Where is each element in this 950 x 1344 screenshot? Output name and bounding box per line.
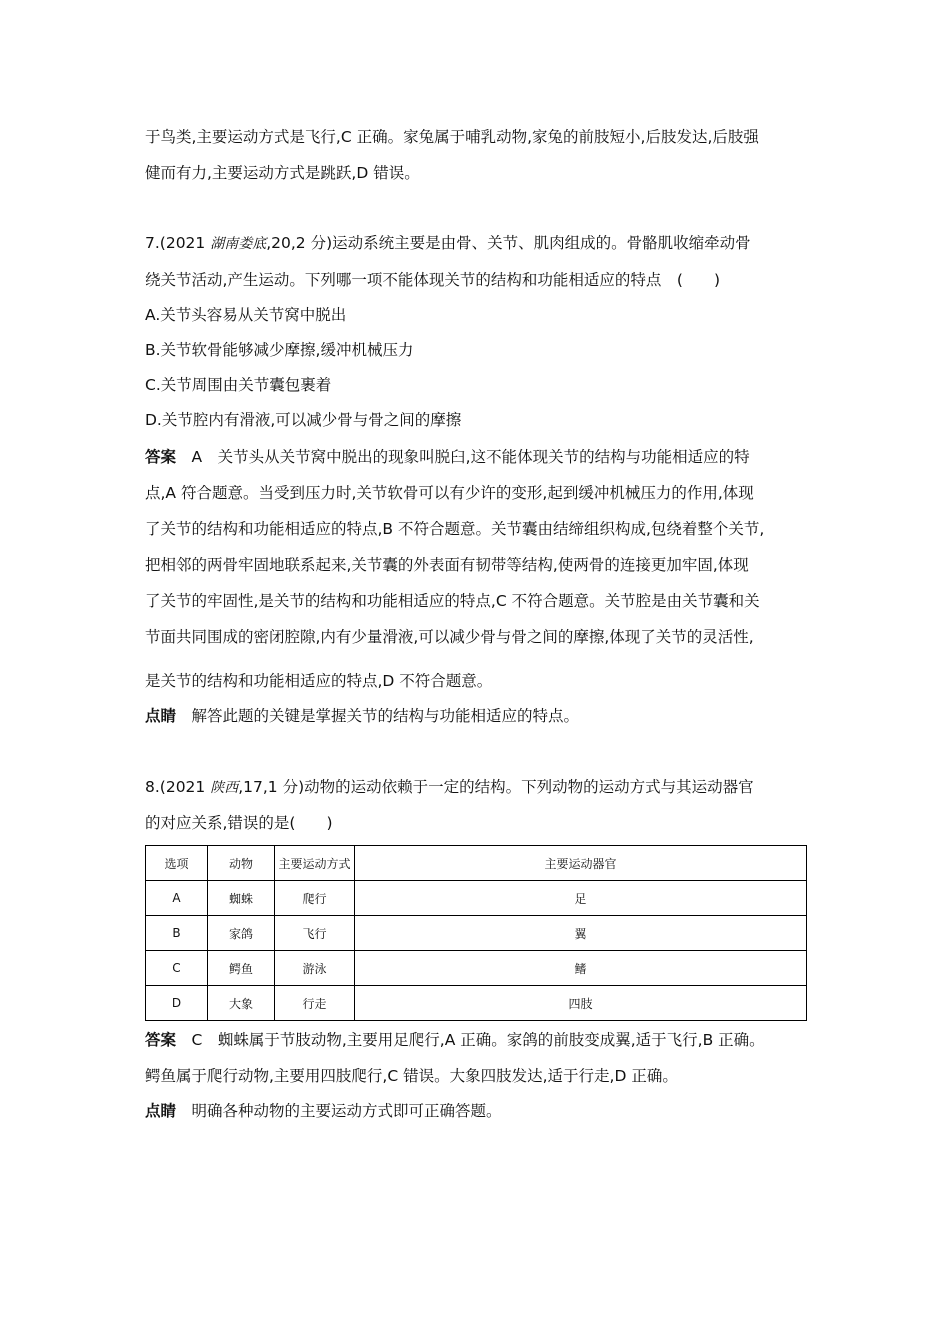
q8-source: 陕西 bbox=[210, 780, 239, 796]
q7-answer-label: 答案 bbox=[145, 448, 177, 466]
q8-note-label: 点睛 bbox=[145, 1102, 177, 1120]
table-cell: 行走 bbox=[275, 986, 355, 1021]
q7-number: 7.(2021 bbox=[145, 234, 211, 252]
table-row bbox=[146, 951, 807, 986]
q7-stem-line-1 bbox=[145, 233, 751, 254]
q8-answer-label: 答案 bbox=[145, 1031, 177, 1049]
q7-answer-line-1 bbox=[145, 447, 750, 467]
q7-answer-line-2: 点,A 符合题意。当受到压力时,关节软骨可以有少许的变形,起到缓冲机械压力的作用,体现 bbox=[145, 484, 754, 502]
q7-note-text: 解答此题的关键是掌握关节的结构与功能相适应的特点。 bbox=[191, 707, 580, 725]
table-cell: 大象 bbox=[208, 986, 275, 1021]
q8-answer-line-2: 鳄鱼属于爬行动物,主要用四肢爬行,C 错误。大象四肢发达,适于行走,D 正确。 bbox=[145, 1067, 678, 1085]
table-cell: B bbox=[146, 916, 208, 951]
q7-option-c: C.关节周围由关节囊包裹着 bbox=[145, 376, 332, 394]
q7-option-d: D.关节腔内有滑液,可以减少骨与骨之间的摩擦 bbox=[145, 411, 462, 429]
header-cell-animal: 动物 bbox=[208, 846, 275, 881]
table-cell: 翼 bbox=[355, 916, 807, 951]
q7-stem-text: 运动系统主要是由骨、关节、肌肉组成的。骨骼肌收缩牵动骨 bbox=[332, 234, 751, 252]
table-row bbox=[146, 881, 807, 916]
q7-stem-line-2: 绕关节活动,产生运动。下列哪一项不能体现关节的结构和功能相适应的特点 ( ) bbox=[145, 271, 721, 289]
q8-note-text: 明确各种动物的主要运动方式即可正确答题。 bbox=[191, 1102, 502, 1120]
q7-answer-line-6: 节面共同围成的密闭腔隙,内有少量滑液,可以减少骨与骨之间的摩擦,体现了关节的灵活性, bbox=[145, 628, 754, 646]
q8-stem-text: 动物的运动依赖于一定的结构。下列动物的运动方式与其运动器官 bbox=[304, 778, 754, 796]
q7-option-a: A.关节头容易从关节窝中脱出 bbox=[145, 306, 347, 324]
table-cell: 飞行 bbox=[275, 916, 355, 951]
table-row bbox=[146, 986, 807, 1021]
q7-answer-text: A 关节头从关节窝中脱出的现象叫脱臼,这不能体现关节的结构与功能相适应的特 bbox=[191, 448, 750, 466]
q7-note bbox=[145, 706, 579, 726]
q8-answer-text: C 蜘蛛属于节肢动物,主要用足爬行,A 正确。家鸽的前肢变成翼,适于飞行,B 正确。 bbox=[191, 1031, 765, 1049]
q7-answer-line-7: 是关节的结构和功能相适应的特点,D 不符合题意。 bbox=[145, 672, 493, 690]
table-cell: 四肢 bbox=[355, 986, 807, 1021]
table-cell: A bbox=[146, 881, 208, 916]
q7-note-label: 点睛 bbox=[145, 707, 177, 725]
q8-stem-line-1 bbox=[145, 777, 754, 798]
table-cell: 鳍 bbox=[355, 951, 807, 986]
table-cell: 足 bbox=[355, 881, 807, 916]
q8-number: 8.(2021 bbox=[145, 778, 211, 796]
q8-stem-line-2: 的对应关系,错误的是( ) bbox=[145, 814, 333, 832]
q7-meta: ,20,2 分) bbox=[266, 234, 333, 252]
q8-table bbox=[145, 845, 807, 1021]
header-cell-mode: 主要运动方式 bbox=[275, 846, 355, 881]
header-cell-organ: 主要运动器官 bbox=[355, 846, 807, 881]
q7-answer-line-5: 了关节的牢固性,是关节的结构和功能相适应的特点,C 不符合题意。关节腔是由关节囊和关 bbox=[145, 592, 760, 610]
table-row bbox=[146, 916, 807, 951]
table-cell: D bbox=[146, 986, 208, 1021]
table-cell: C bbox=[146, 951, 208, 986]
table-cell: 鳄鱼 bbox=[208, 951, 275, 986]
q8-answer-line-1 bbox=[145, 1030, 765, 1050]
q7-option-b: B.关节软骨能够减少摩擦,缓冲机械压力 bbox=[145, 341, 414, 359]
table-header-row bbox=[146, 846, 807, 881]
header-cell-option: 选项 bbox=[146, 846, 208, 881]
q7-answer-line-3: 了关节的结构和功能相适应的特点,B 不符合题意。关节囊由结缔组织构成,包绕着整个关节, bbox=[145, 520, 765, 538]
intro-line-1: 于鸟类,主要运动方式是飞行,C 正确。家兔属于哺乳动物,家兔的前肢短小,后肢发达,后肢强 bbox=[145, 128, 759, 146]
intro-line-2: 健而有力,主要运动方式是跳跃,D 错误。 bbox=[145, 164, 420, 182]
q8-note bbox=[145, 1101, 502, 1121]
table-cell: 蜘蛛 bbox=[208, 881, 275, 916]
table-cell: 家鸽 bbox=[208, 916, 275, 951]
table-cell: 游泳 bbox=[275, 951, 355, 986]
q8-meta: ,17,1 分) bbox=[238, 778, 305, 796]
table-cell: 爬行 bbox=[275, 881, 355, 916]
q7-source: 湖南娄底 bbox=[210, 236, 267, 252]
q7-answer-line-4: 把相邻的两骨牢固地联系起来,关节囊的外表面有韧带等结构,使两骨的连接更加牢固,体现 bbox=[145, 556, 749, 574]
